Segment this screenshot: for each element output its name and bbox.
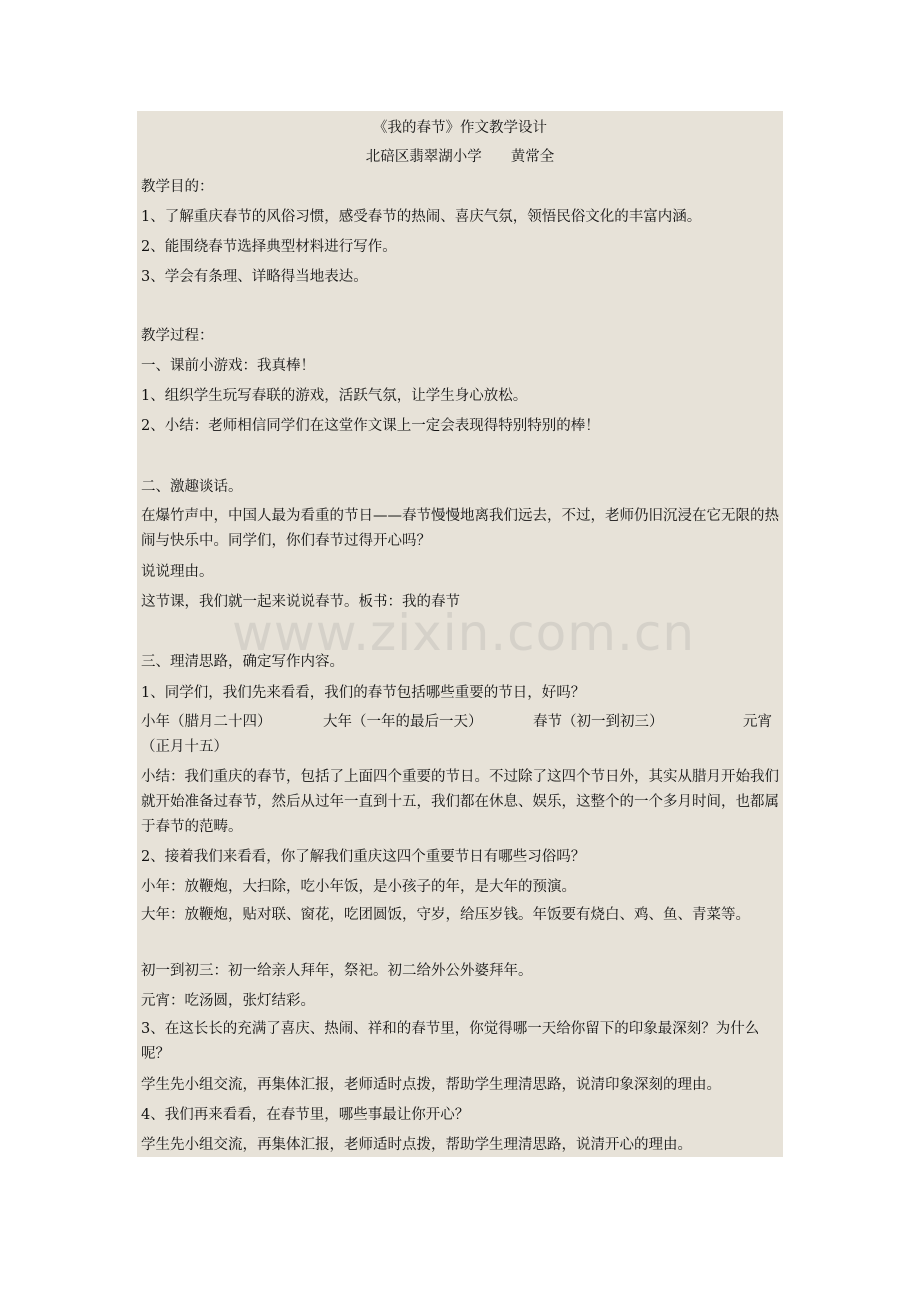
custom-item: 小年：放鞭炮，大扫除，吃小年饭，是小孩子的年，是大年的预演。 xyxy=(141,879,576,895)
part3-question-1: 1、同学们，我们先来看看，我们的春节包括哪些重要的节日，好吗？ xyxy=(141,685,586,701)
custom-item: 初一到初三：初一给亲人拜年，祭祀。初二给外公外婆拜年。 xyxy=(141,963,533,979)
part2-paragraph: 在爆竹声中，中国人最为看重的节日——春节慢慢地离我们远去，不过，老师仍旧沉浸在它无限的热闹与快乐中。同学们，你们春节过得开心吗？ xyxy=(141,508,779,549)
document-title: 《我的春节》作文教学设计 xyxy=(373,120,547,136)
part2-reason: 说说理由。 xyxy=(141,564,214,580)
part3-question-4: 4、我们再来看看，在春节里，哪些事最让你开心？ xyxy=(141,1107,470,1123)
festival-list xyxy=(141,712,781,760)
part3-question-2: 2、接着我们来看看，你了解我们重庆这四个重要节日有哪些习俗吗？ xyxy=(141,849,586,865)
part3-question-3: 3、在这长长的充满了喜庆、热闹、祥和的春节里，你觉得哪一天给你留下的印象最深刻？为什么呢？ xyxy=(141,1021,760,1062)
part1-item: 1、组织学生玩写春联的游戏，活跃气氛，让学生身心放松。 xyxy=(141,388,528,404)
festival-item: 春节（初一到初三） xyxy=(533,714,664,730)
document-page xyxy=(137,111,783,1157)
festival-item: （正月十五） xyxy=(141,739,228,755)
objective-item: 1、了解重庆春节的风俗习惯，感受春节的热闹、喜庆气氛，领悟民俗文化的丰富内涵。 xyxy=(141,209,702,225)
part3-summary: 小结：我们重庆的春节，包括了上面四个重要的节日。不过除了这四个节日外，其实从腊月开始我们就开始准备过春节，然后从过年一直到十五，我们都在休息、娱乐，这整个的一个多月时间，也都属于春节的范畴。 xyxy=(141,769,779,835)
festival-item: 元宵 xyxy=(743,714,772,730)
custom-item: 大年：放鞭炮，贴对联、窗花，吃团圆饭，守岁，给压岁钱。年饭要有烧白、鸡、鱼、青菜等。 xyxy=(141,907,750,923)
custom-item: 元宵：吃汤圆，张灯结彩。 xyxy=(141,993,315,1009)
process-heading: 教学过程： xyxy=(141,328,214,344)
part1-heading: 一、课前小游戏：我真棒！ xyxy=(141,358,315,374)
objectives-heading: 教学目的： xyxy=(141,179,214,195)
festival-item: 大年（一年的最后一天） xyxy=(323,714,483,730)
part1-item: 2、小结：老师相信同学们在这堂作文课上一定会表现得特别特别的棒！ xyxy=(141,418,600,434)
part2-heading: 二、激趣谈话。 xyxy=(141,479,243,495)
festival-item: 小年（腊月二十四） xyxy=(141,714,272,730)
objective-item: 2、能围绕春节选择典型材料进行写作。 xyxy=(141,239,397,255)
part3-answer-4: 学生先小组交流，再集体汇报，老师适时点拨，帮助学生理清思路，说清开心的理由。 xyxy=(141,1137,692,1153)
part3-heading: 三、理清思路，确定写作内容。 xyxy=(141,654,344,670)
part2-board: 这节课，我们就一起来说说春节。板书：我的春节 xyxy=(141,594,460,610)
watermark-text: www.zixin.com.cn xyxy=(232,604,696,662)
part3-answer-3: 学生先小组交流，再集体汇报，老师适时点拨，帮助学生理清思路，说清印象深刻的理由。 xyxy=(141,1077,721,1093)
objective-item: 3、学会有条理、详略得当地表达。 xyxy=(141,269,368,285)
document-author: 北碚区翡翠湖小学 黄常全 xyxy=(365,149,555,165)
